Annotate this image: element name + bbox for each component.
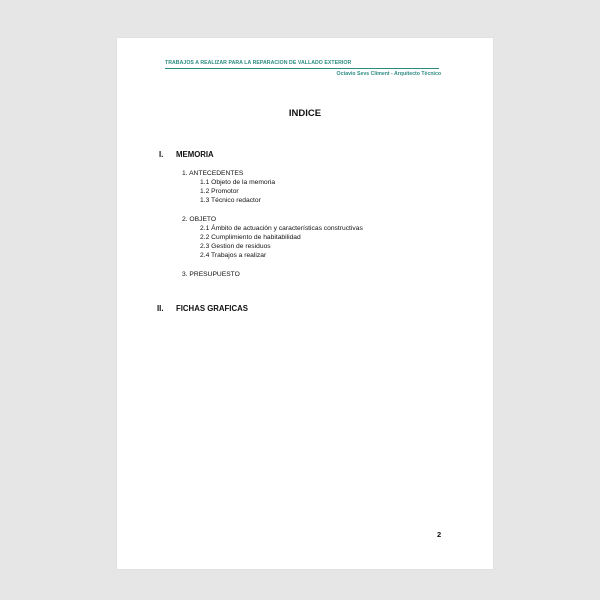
document-page xyxy=(117,38,493,569)
toc-subitem: 1.2 Promotor xyxy=(200,188,239,195)
toc-item-objeto: 2. OBJETO xyxy=(182,216,217,223)
header-title: TRABAJOS A REALIZAR PARA LA REPARACION DE VALLADO EXTERIOR xyxy=(165,60,352,66)
toc-subitem: 2.3 Gestion de residuos xyxy=(200,243,271,250)
toc-subitem: 2.4 Trabajos a realizar xyxy=(200,252,267,259)
toc-subitem: 2.1 Ámbito de actuación y características constructivas xyxy=(200,225,363,232)
toc-subitem: 1.1 Objeto de la memoria xyxy=(200,179,276,186)
section-title-memoria: MEMORIA xyxy=(176,150,214,159)
header-author: Octavio Sevs Climent - Arquitecto Técnico xyxy=(336,71,441,77)
toc-subitem: 1.3 Técnico redactor xyxy=(200,197,261,204)
toc-subitem: 2.2 Cumplimiento de habitabilidad xyxy=(200,234,301,241)
header-divider xyxy=(165,68,439,69)
section-number: I. xyxy=(159,150,164,159)
page-number: 2 xyxy=(437,530,442,539)
page-title: INDICE xyxy=(288,108,322,119)
toc-item-presupuesto: 3. PRESUPUESTO xyxy=(182,271,240,278)
toc-item-antecedentes: 1. ANTECEDENTES xyxy=(182,170,244,177)
section-title-fichas-graficas: FICHAS GRAFICAS xyxy=(176,304,248,313)
section-number: II. xyxy=(157,304,164,313)
